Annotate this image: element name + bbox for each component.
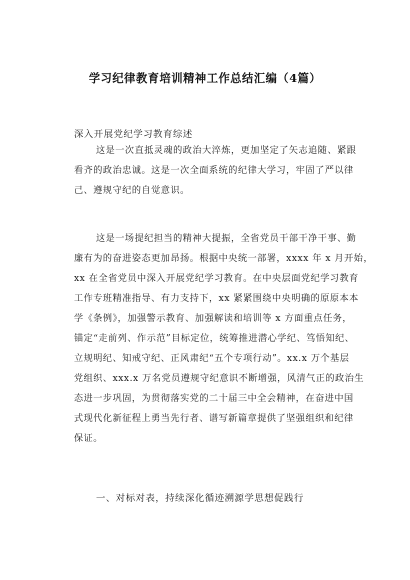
paragraph-line: 党组织、xxx.x 万名党员遵规守纪意识不断增强，风清气正的政治生 (74, 374, 364, 384)
paragraph-line: 看齐的政治忠诚。这是一次全面系统的纪律大学习，牢固了严以律 (74, 166, 354, 176)
paragraph-line: 学《条例》，加强警示教育、加强解读和培训等 x 方面重点任务， (74, 314, 353, 324)
paragraph-line: 廉有为的奋进姿态更加昂扬。根据中央统一部署，xxxx 年 x 月开始， (74, 254, 374, 264)
paragraph-line: 式现代化新征程上勇当先行者、谱写新篇章提供了坚强组织和纪律 (74, 414, 354, 424)
paragraph-line: 态进一步巩固，为贯彻落实党的二十届三中全会精神，在奋进中国 (74, 394, 354, 404)
paragraph-line: 工作专班精准指导、有力支持下，xx 紧紧围绕中央明确的原原本本 (74, 294, 359, 304)
section-title: 深入开展党纪学习教育综述 (74, 129, 193, 140)
document-title: 学习纪律教育培训精神工作总结汇编（4篇） (88, 71, 322, 85)
paragraph-line: 锚定“走前列、作示范”目标定位，统筹推进潜心学纪、笃悟知纪、 (74, 334, 355, 344)
paragraph-line: 保证。 (74, 434, 103, 444)
paragraph-line: xx 在全省党员中深入开展党纪学习教育。在中央层面党纪学习教育 (74, 274, 359, 284)
paragraph-line: 这是一次直抵灵魂的政治大淬炼，更加坚定了矢志追随、紧跟 (96, 146, 357, 156)
paragraph-line: 己、遵规守纪的自觉意识。 (74, 186, 190, 196)
paragraph-line: 这是一场提纪担当的精神大提振，全省党员干部干净干事、勤 (96, 234, 357, 244)
subheading: 一、对标对表，持续深化循迹溯源学思想促践行 (96, 493, 304, 504)
paragraph-line: 立规明纪、知戒守纪、正风肃纪“五个专项行动”。xx.x 万个基层 (74, 354, 350, 364)
